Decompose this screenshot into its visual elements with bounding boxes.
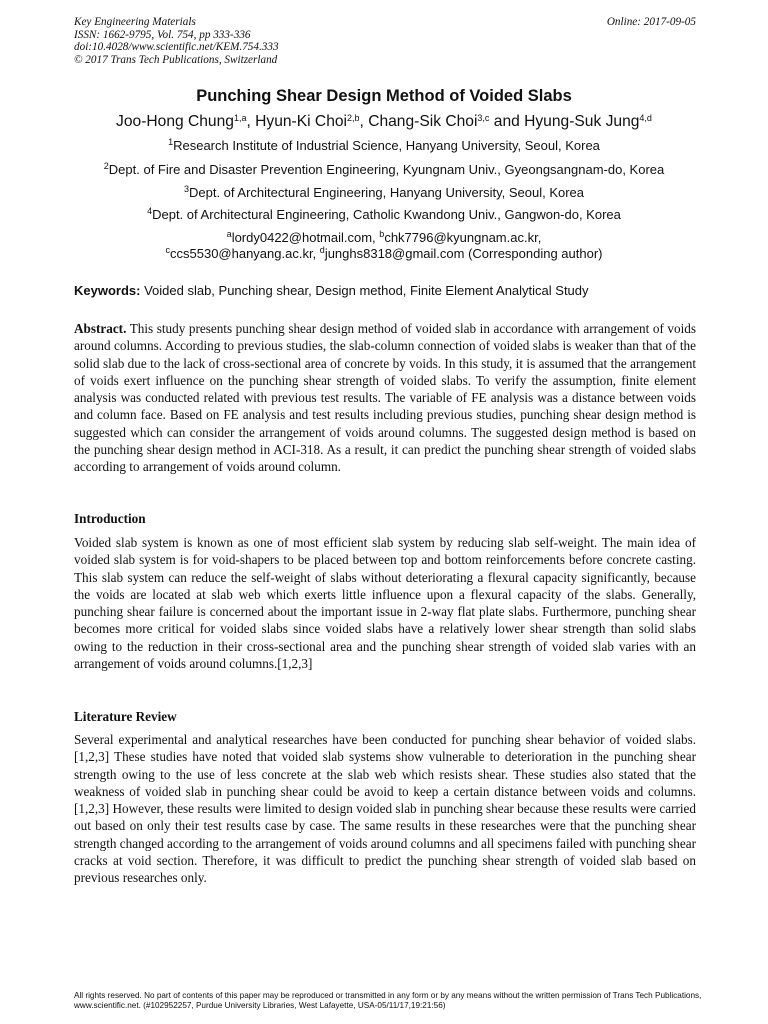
email-sup: b bbox=[379, 229, 385, 239]
journal-copyright: © 2017 Trans Tech Publications, Switzerland bbox=[74, 53, 278, 66]
author-sup: 3,c bbox=[477, 113, 490, 123]
affiliation-text: Research Institute of Industrial Science, Hanyang University, Seoul, Korea bbox=[173, 138, 600, 153]
author-name: Chang-Sik Choi bbox=[368, 113, 478, 130]
keywords-label: Keywords: bbox=[74, 283, 141, 298]
literature-review-heading: Literature Review bbox=[74, 709, 177, 724]
author-sup: 2,b bbox=[347, 113, 360, 123]
abstract bbox=[74, 320, 696, 476]
keywords-text: Voided slab, Punching shear, Design method, Finite Element Analytical Study bbox=[140, 283, 589, 298]
literature-review-text: Several experimental and analytical researches have been conducted for punching shear behavior of voided slabs.[1,2,3] These studies have noted that voided slab systems show vulnerable to deterioration in the punching shear strength owing to the use of less concrete at the slab web which resists shear. These studies also stated that the weakness of voided slab in punching shear could be avoid to keep a certain distance between voids and columns.[1,2,3] However, these results were limited to design voided slab in punching shear because these results were carried out based on only their test results case by case. The same results in these researches were that the punching shear strength changed according to the arrangement of voids around columns and all specimens failed with punching shear cracks at void section. Therefore, it was difficult to predict the punching shear strength of voided slab based on previous researches only. bbox=[74, 732, 696, 886]
author-sup: 4,d bbox=[639, 113, 652, 123]
affiliation-sup: 4 bbox=[147, 206, 153, 216]
email-line-2 bbox=[0, 246, 768, 262]
affiliation-1 bbox=[0, 138, 768, 153]
affiliation-2 bbox=[0, 162, 768, 177]
online-date: Online: 2017-09-05 bbox=[606, 16, 696, 28]
author-name: Hyun-Ki Choi bbox=[255, 113, 348, 130]
affiliation-text: Dept. of Architectural Engineering, Hanyang University, Seoul, Korea bbox=[188, 185, 585, 200]
introduction-heading: Introduction bbox=[74, 511, 146, 526]
copyright-footer: All rights reserved. No part of contents of this paper may be reproduced or transmitted in any form or by any means without the written permission of Trans Tech Publications, www.scientific.net. (#102952257, Purdue University Libraries, West Lafayette, USA-05/11/17,19:21:56) bbox=[74, 991, 702, 1010]
affiliation-sup: 2 bbox=[103, 161, 109, 171]
affiliation-text: Dept. of Fire and Disaster Prevention Engineering, Kyungnam Univ., Gyeongsangnam-do, Korea bbox=[108, 162, 665, 177]
introduction-text: Voided slab system is known as one of most efficient slab system by reducing slab self-weight. The main idea of voided slab system is for void-shapers to be placed between top and bottom reinforcements before concrete casting. This slab system can reduce the self-weight of slabs without deteriorating a flexural capacity significantly, because the voids are located at slab web which exerts little influence upon a flexural capacity of the slabs. Generally, punching shear failure is concerned about the important issue in 2-way flat plate slabs. Furthermore, punching shear becomes more critical for voided slabs since voided slabs have a relatively lower shear strength than solid slabs owing to the reduction in their cross-sectional area and the punching shear strength of voided slab varies with an arrangement of voids around columns.[1,2,3] bbox=[74, 535, 696, 672]
journal-issn: ISSN: 1662-9795, Vol. 754, pp 333-336 bbox=[74, 28, 251, 41]
affiliation-3 bbox=[0, 185, 768, 200]
keywords bbox=[74, 283, 696, 298]
author-separator: , bbox=[359, 113, 369, 130]
email-sup: d bbox=[319, 245, 325, 255]
email-sup: a bbox=[226, 229, 232, 239]
author-separator: and bbox=[489, 113, 525, 130]
author-name: Joo-Hong Chung bbox=[116, 113, 234, 130]
author-sup: 1,a bbox=[233, 113, 247, 123]
abstract-label: Abstract. bbox=[74, 321, 127, 336]
journal-doi: doi:10.4028/www.scientific.net/KEM.754.333 bbox=[74, 41, 279, 54]
email-a: lordy0422@hotmail.com, bbox=[231, 230, 380, 245]
affiliation-text: Dept. of Architectural Engineering, Catholic Kwandong Univ., Gangwon-do, Korea bbox=[152, 207, 621, 222]
journal-name: Key Engineering Materials bbox=[74, 16, 196, 28]
journal-info bbox=[74, 16, 279, 66]
email-line-1 bbox=[0, 230, 768, 246]
abstract-text: This study presents punching shear design method of voided slab in accordance with arrangement of voids around columns. According to previous studies, the slab-column connection of voided slabs is weaker than that of the solid slab due to the lack of cross-sectional area of concrete by voids. In this study, it is assumed that the arrangement of voids exert influence on the punching shear strength of voided slabs. To verify the assumption, finite element analysis was conducted related with previous test results. The variable of FE analysis was a distance between voids and column face. Based on FE analysis and test results including previous studies, punching shear design method is suggested which can consider the arrangement of voids around columns. The suggested design method is based on the punching shear design method in ACI-318. As a result, it can predict the punching shear strength of voided slabs according to arrangement of voids around column. bbox=[74, 321, 696, 475]
email-sup: c bbox=[165, 245, 170, 255]
paper-title: Punching Shear Design Method of Voided Slabs bbox=[196, 87, 572, 105]
email-d: junghs8318@gmail.com (Corresponding author) bbox=[324, 246, 603, 261]
email-b: chk7796@kyungnam.ac.kr, bbox=[384, 230, 542, 245]
author-emails bbox=[0, 230, 768, 262]
email-c: ccs5530@hanyang.ac.kr, bbox=[170, 246, 320, 261]
affiliation-sup: 1 bbox=[168, 137, 174, 147]
author-separator: , bbox=[246, 113, 256, 130]
affiliation-4 bbox=[0, 207, 768, 222]
author-list bbox=[0, 113, 768, 131]
affiliation-sup: 3 bbox=[183, 184, 189, 194]
author-name: Hyung-Suk Jung bbox=[524, 113, 640, 130]
